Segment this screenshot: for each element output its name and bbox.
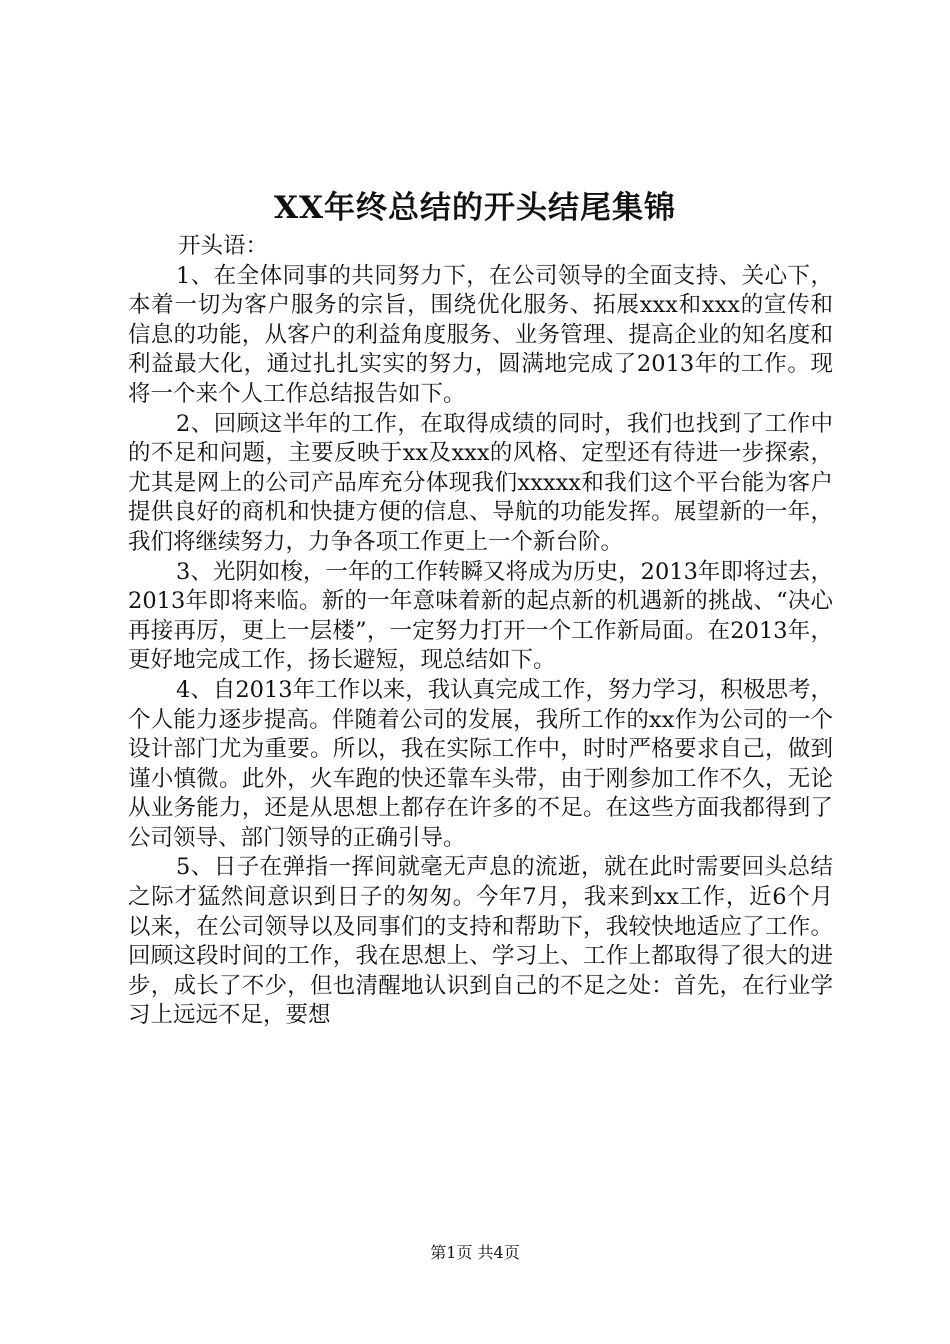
paragraph-5: 5、日子在弹指一挥间就毫无声息的流逝，就在此时需要回头总结之际才猛然间意识到日子的匆匆。今年7月，我来到xx工作，近6个月以来，在公司领导以及同事们的支持和帮助下，我较快地适应了工作。回顾这段时间的工作，我在思想上、学习上、工作上都取得了很大的进步，成长了不少，但也清醒地认识到自己的不足之处：首先，在行业学习上远远不足，要想 bbox=[128, 854, 833, 1029]
section-label: 开头语： bbox=[178, 233, 269, 259]
document-body bbox=[128, 232, 833, 1031]
paragraph-1: 1、在全体同事的共同努力下，在公司领导的全面支持、关心下，本着一切为客户服务的宗旨，围绕优化服务、拓展xxx和xxx的宣传和信息的功能，从客户的利益角度服务、业务管理、提高企业的知名度和利益最大化，通过扎扎实实的努力，圆满地完成了2013年的工作。现将一个来个人工作总结报告如下。 bbox=[128, 262, 833, 407]
paragraph-4: 4、自2013年工作以来，我认真完成工作，努力学习，积极思考，个人能力逐步提高。伴随着公司的发展，我所工作的xx作为公司的一个设计部门尤为重要。所以，我在实际工作中，时时严格要求自己，做到谨小慎微。此外，火车跑的快还靠车头带，由于刚参加工作不久，无论从业务能力，还是从思想上都存在许多的不足。在这些方面我都得到了公司领导、部门领导的正确引导。 bbox=[128, 676, 833, 851]
paragraph-3: 3、光阴如梭，一年的工作转瞬又将成为历史，2013年即将过去，2013年即将来临。新的一年意味着新的起点新的机遇新的挑战、“决心再接再厉，更上一层楼”，一定努力打开一个工作新局面。在2013年，更好地完成工作，扬长避短，现总结如下。 bbox=[128, 558, 833, 674]
document-title: XX年终总结的开头结尾集锦 bbox=[273, 190, 677, 226]
paragraph-2: 2、回顾这半年的工作，在取得成绩的同时，我们也找到了工作中的不足和问题，主要反映于xx及xxx的风格、定型还有待进一步探索，尤其是网上的公司产品库充分体现我们xxxxx和我们这个平台能为客户提供良好的商机和快捷方便的信息、导航的功能发挥。展望新的一年，我们将继续努力，力争各项工作更上一个新台阶。 bbox=[128, 410, 833, 555]
page-footer: 第1页 共4页 bbox=[430, 1243, 520, 1262]
